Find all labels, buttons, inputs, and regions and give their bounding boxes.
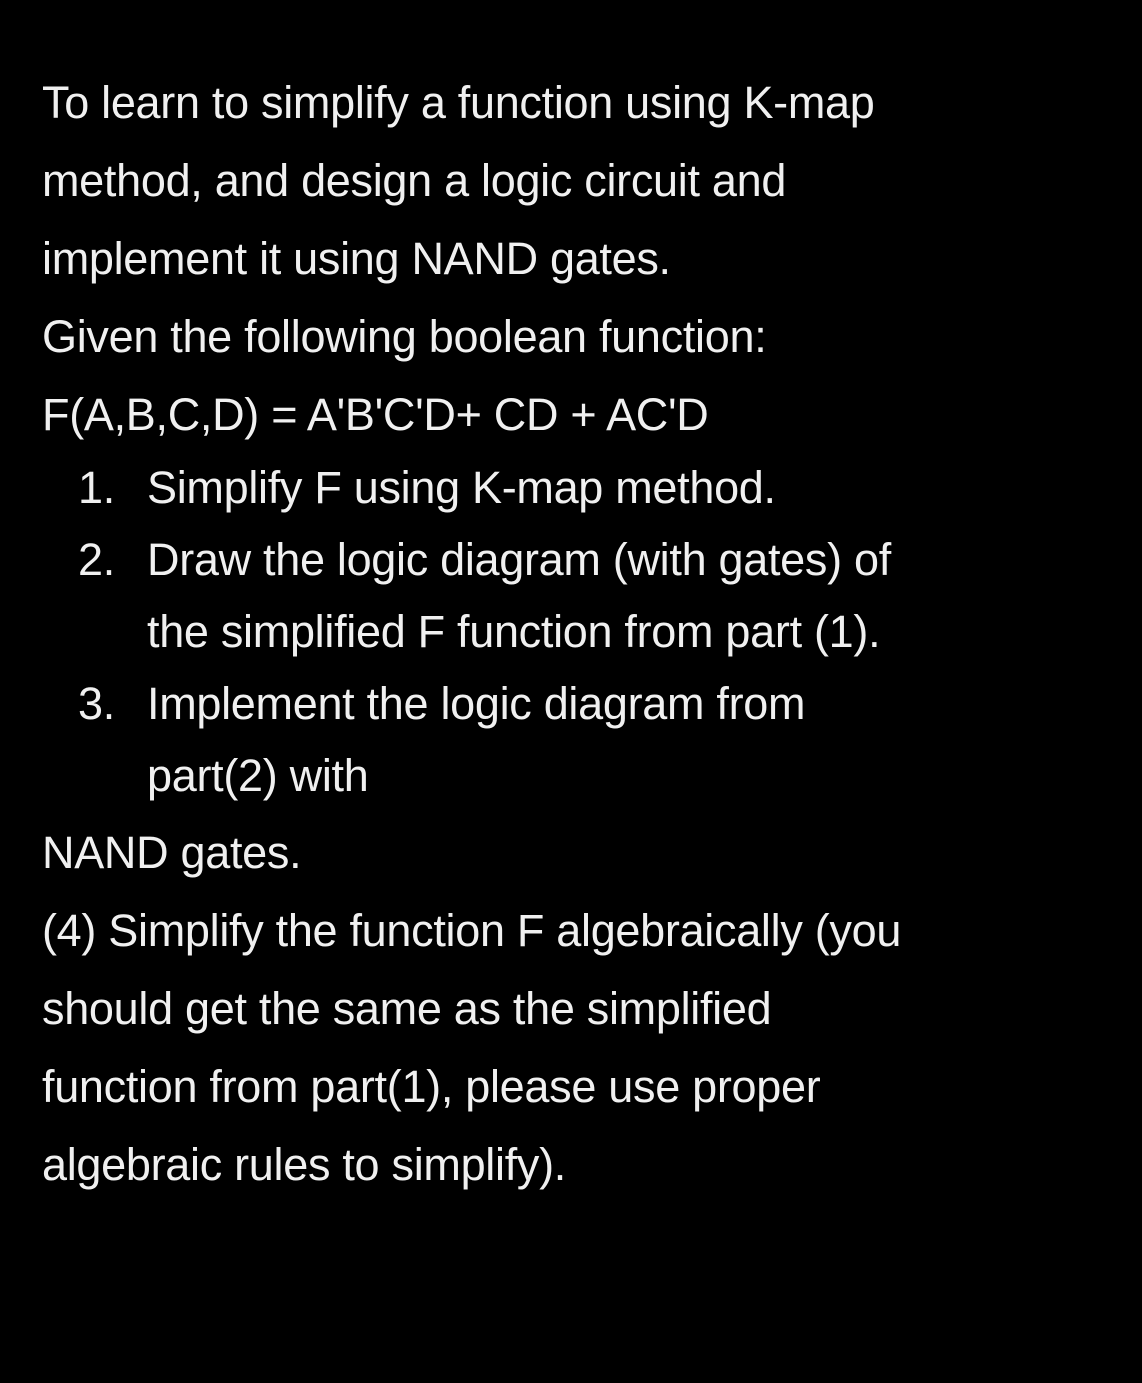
list-item [42,524,1102,668]
closing-line: NAND gates. [42,827,302,878]
list-item-number: 1. [78,462,115,513]
closing-line: algebraic rules to simplify). [42,1139,566,1190]
intro-line: Given the following boolean function: [42,311,767,362]
intro-line: method, and design a logic circuit and [42,155,787,206]
closing-paragraph [42,814,1102,1204]
task-list [42,452,1102,812]
list-item-number: 2. [78,534,115,585]
list-item [42,452,1102,524]
closing-line: (4) Simplify the function F algebraically (you [42,905,902,956]
intro-paragraph [42,64,1102,454]
list-item-line: Implement the logic diagram from [147,678,806,729]
intro-line: To learn to simplify a function using K-map [42,77,875,128]
intro-line: implement it using NAND gates. [42,233,671,284]
list-item-line: Draw the logic diagram (with gates) of [147,534,891,585]
list-item-number: 3. [78,678,115,729]
closing-line: should get the same as the simplified [42,983,772,1034]
list-item [42,668,1102,812]
list-item-line: Simplify F using K-map method. [147,462,776,513]
list-item-line: the simplified F function from part (1). [147,606,881,657]
boolean-function: F(A,B,C,D) = A'B'C'D+ CD + AC'D [42,389,709,440]
list-item-line: part(2) with [147,750,369,801]
closing-line: function from part(1), please use proper [42,1061,821,1112]
